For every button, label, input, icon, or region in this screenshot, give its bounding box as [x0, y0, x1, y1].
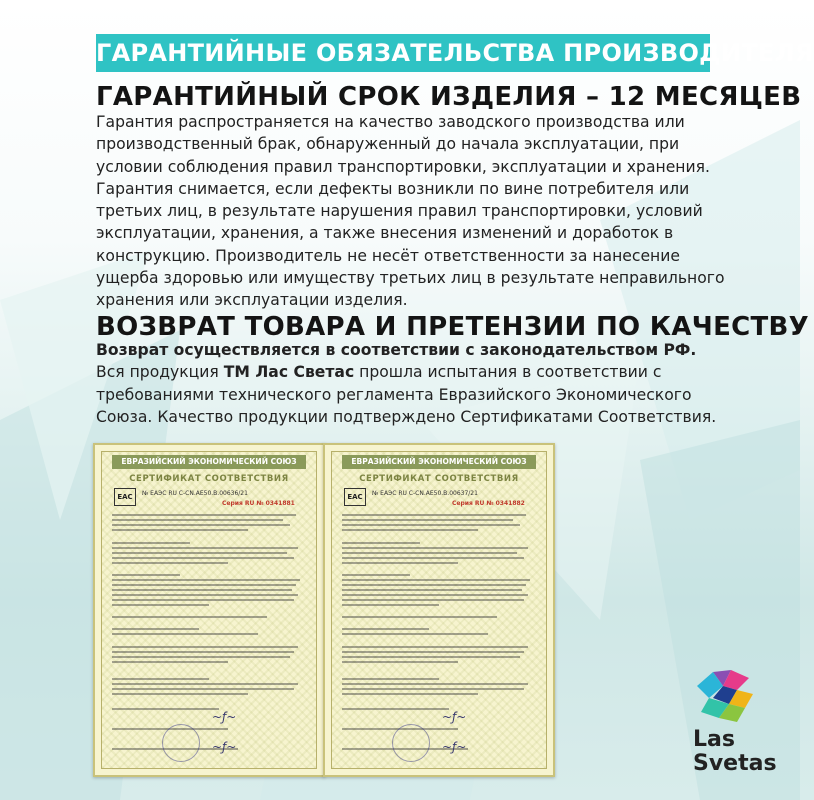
- logo-line-2: Svetas: [693, 751, 777, 776]
- certificate-frame: [331, 451, 547, 769]
- certificate-header: ЕВРАЗИЙСКИЙ ЭКОНОМИЧЕСКИЙ СОЮЗ: [112, 455, 306, 469]
- eac-mark: EAC: [114, 488, 136, 506]
- certificate-body-text: [342, 512, 536, 762]
- brand-name: ТМ Лас Светас: [223, 363, 355, 382]
- certificate-header: ЕВРАЗИЙСКИЙ ЭКОНОМИЧЕСКИЙ СОЮЗ: [342, 455, 536, 469]
- signature-icon: ~ƒ~: [442, 710, 467, 724]
- returns-text: [96, 339, 736, 428]
- signature-icon: ~ƒ~: [212, 740, 237, 754]
- signature-icon: ~ƒ~: [212, 710, 237, 724]
- logo-line-1: Las: [693, 727, 735, 752]
- signature-icon: ~ƒ~: [442, 740, 467, 754]
- eac-mark: EAC: [344, 488, 366, 506]
- page-banner: ГАРАНТИЙНЫЕ ОБЯЗАТЕЛЬСТВА ПРОИЗВОДИТЕЛЯ: [96, 34, 710, 72]
- certificate-serial: [452, 500, 525, 507]
- certificate-body-text: [112, 512, 306, 762]
- warranty-text: Гарантия распространяется на качество заводского производства или производственный брак, обнаруженный до начала эксплуатации, при условии соблюдения правил транспортировки, эксплуатации и хранения. Гарантия снимается, если дефекты возникли по вине потребителя или третьих лиц, в результате нарушения правил транспортировки, условий эксплуатации, хранения, а также внесения изменений и доработок в конструкцию. Производитель не несёт ответственности за нанесение ущерба здоровью или имуществу третьих лиц в результате неправильного хранения или эксплуатации изделия.: [96, 113, 725, 310]
- returns-heading: ВОЗВРАТ ТОВАРА И ПРЕТЕНЗИИ ПО КАЧЕСТВУ: [96, 312, 810, 342]
- serial-number: № 0341881: [256, 500, 295, 507]
- returns-text-before: Вся продукция: [96, 363, 224, 382]
- serial-label: Серия RU: [222, 500, 255, 507]
- certificate-title: СЕРТИФИКАТ СООТВЕТСТВИЯ: [129, 474, 289, 484]
- certificate-1: [93, 443, 325, 777]
- seal-stamp-icon: [162, 724, 200, 762]
- returns-text-after: прошла испытания в соответствии с требованиями технического регламента Евразийского Экономического Союза. Качество продукции подтверждено Сертификатами Соответствия.: [96, 363, 717, 426]
- serial-number: № 0341882: [486, 500, 525, 507]
- certificate-serial: [222, 500, 295, 507]
- seal-stamp-icon: [392, 724, 430, 762]
- certificate-number: № ЕАЭС RU С-CN.АЕ50.В.00637/21: [372, 490, 478, 497]
- certificate-title: СЕРТИФИКАТ СООТВЕТСТВИЯ: [359, 474, 519, 484]
- certificate-2: [323, 443, 555, 777]
- returns-bold-line: Возврат осуществляется в соответствии с законодательством РФ.: [96, 341, 697, 359]
- las-svetas-logo-icon: [693, 668, 757, 726]
- warranty-heading: ГАРАНТИЙНЫЙ СРОК ИЗДЕЛИЯ – 12 МЕСЯЦЕВ: [96, 82, 802, 112]
- certificate-number: № ЕАЭС RU С-CN.АЕ50.В.00636/21: [142, 490, 248, 497]
- certificate-frame: [101, 451, 317, 769]
- serial-label: Серия RU: [452, 500, 485, 507]
